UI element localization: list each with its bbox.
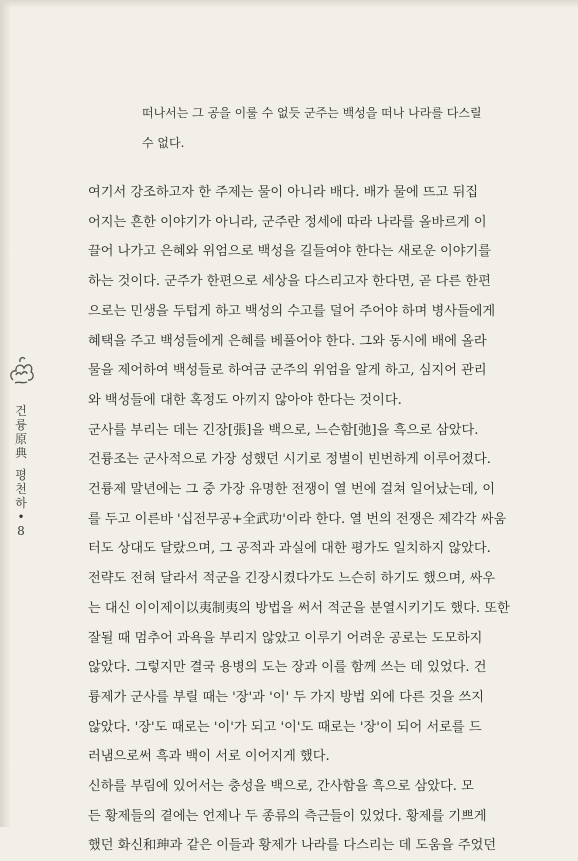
running-title-char: 典 bbox=[14, 446, 27, 460]
page-top-shadow bbox=[0, 0, 578, 8]
body-line: 건륭제 말년에는 그 중 가장 유명한 전쟁이 열 번에 걸쳐 일어났는데, 이 bbox=[88, 482, 495, 498]
body-line: 여기서 강조하고자 한 주제는 물이 아니라 배다. 배가 물에 뜨고 뒤집 bbox=[88, 185, 479, 200]
body-line: 륭제가 군사를 부릴 때는 '장'과 '이' 두 가지 방법 외에 다른 것을 쓰지 bbox=[88, 689, 485, 705]
body-line: 신하를 부림에 있어서는 충성을 백으로, 간사함을 흑으로 삼았다. 모 bbox=[88, 779, 474, 795]
body-line: 으로는 민생을 두텁게 하고 백성의 수고를 덜어 주어야 하며 병사들에게 bbox=[88, 303, 496, 319]
body-line: 어지는 흔한 이야기가 아니라, 군주란 정세에 따라 나라를 올바르게 이 bbox=[88, 214, 487, 230]
body-line: 물을 제어하여 백성들로 하여금 군주의 위엄을 알게 하고, 심지어 관리 bbox=[88, 363, 487, 379]
running-title-char: 原 bbox=[14, 432, 27, 446]
body-line: 와 백성들에 대한 혹정도 아끼지 않아야 한다는 것이다. bbox=[88, 392, 402, 408]
quote-line: 떠나서는 그 공을 이룰 수 없듯 군주는 백성을 떠나 나라를 다스릴 bbox=[142, 106, 482, 120]
running-title-char: 천 bbox=[15, 482, 27, 496]
running-title-char: 8 bbox=[17, 524, 25, 538]
running-header bbox=[6, 350, 36, 538]
body-line: 든 황제들의 곁에는 언제나 두 종류의 측근들이 있었다. 황제를 기쁘게 bbox=[88, 808, 487, 824]
body-line: 않았다. '장'도 때로는 '이'가 되고 '이'도 때로는 '장'이 되어 서로를 드 bbox=[88, 719, 482, 735]
body-line: 혜택을 주고 백성들에게 은혜를 베풀어야 한다. 그와 동시에 배에 올라 bbox=[88, 333, 487, 349]
running-title-char: 륭 bbox=[15, 418, 27, 432]
running-title-char: • bbox=[17, 510, 25, 524]
running-title-char: 하 bbox=[15, 496, 27, 510]
cloud-ornament-icon bbox=[7, 350, 35, 390]
body-text bbox=[88, 178, 528, 861]
body-line: 하는 것이다. 군주가 한편으로 세상을 다스리고자 한다면, 곧 다른 한편 bbox=[88, 274, 491, 290]
body-line: 터도 상대도 달랐으며, 그 공적과 과실에 대한 평가도 일치하지 않았다. bbox=[88, 541, 491, 557]
body-line: 러냄으로써 흑과 백이 서로 이어지게 했다. bbox=[88, 749, 330, 765]
body-line: 잘될 때 멈추어 과욕을 부리지 않았고 이루기 어려운 공로는 도모하지 bbox=[88, 630, 483, 646]
body-line: 전략도 전혀 달라서 적군을 긴장시켰다가도 느슨히 하기도 했으며, 싸우 bbox=[88, 571, 496, 587]
running-title-char: 건 bbox=[15, 404, 27, 418]
body-line: 끌어 나가고 은혜와 위엄으로 백성을 길들여야 한다는 새로운 이야기를 bbox=[88, 244, 491, 260]
body-line: 건륭조는 군사적으로 가장 성했던 시기로 정벌이 빈번하게 이루어졌다. bbox=[88, 452, 491, 468]
running-title-char: 평 bbox=[15, 468, 27, 482]
quote-line: 수 없다. bbox=[142, 136, 185, 150]
block-quote bbox=[142, 98, 522, 158]
body-line: 는 대신 이이제이以夷制夷의 방법을 써서 적군을 분열시키기도 했다. 또한 bbox=[88, 600, 510, 616]
body-line: 했던 화신和珅과 같은 이들과 황제가 나라를 다스리는 데 도움을 주었던 bbox=[88, 838, 497, 854]
running-title bbox=[15, 404, 27, 538]
body-line: 군사를 부리는 데는 긴장[張]을 백으로, 느슨함[弛]을 흑으로 삼았다. bbox=[88, 422, 479, 438]
body-line: 를 두고 이른바 '십전무공+全武功'이라 한다. 열 번의 전쟁은 제각각 싸움 bbox=[88, 511, 507, 527]
body-line: 않았다. 그렇지만 결국 용병의 도는 장과 이를 함께 쓰는 데 있었다. 건 bbox=[88, 660, 487, 676]
